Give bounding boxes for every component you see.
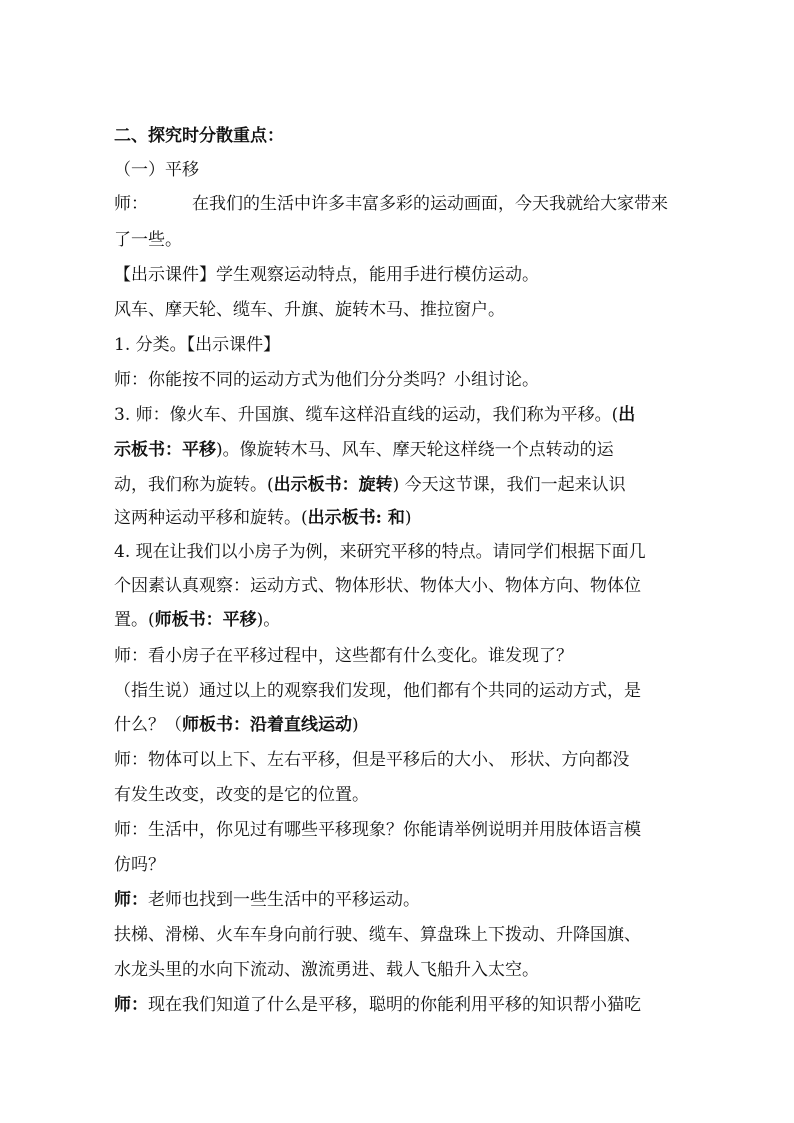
paragraph-teacher-found — [114, 889, 714, 911]
speaker-label: 师： — [114, 890, 148, 910]
paragraph-discuss: 师：你能按不同的运动方式为他们分分类吗？小组讨论。 — [114, 370, 539, 390]
paragraph-house-line1: 4. 现在让我们以小房子为例，来研究平移的特点。请同学们根据下面几 — [114, 542, 646, 562]
bold-text-run: 师板书：平移 — [154, 610, 257, 630]
paragraph-property-line2: 有发生改变，改变的是它的位置。 — [114, 785, 369, 805]
paragraph-list-line1: 扶梯、滑梯、火车车身向前行驶、缆车、算盘珠上下拨动、升降国旗、 — [114, 925, 641, 945]
text-run: )。像旋转木马、风车、摩天轮这样绕一个点转动的运 — [216, 440, 614, 460]
paragraph-translation-line2 — [114, 439, 714, 461]
speaker-label: 师： — [114, 194, 148, 214]
paragraph-life-line2: 仿吗？ — [114, 855, 165, 875]
paragraph-property-line1: 师：物体可以上下、左右平移，但是平移后的大小、 形状、方向都没 — [114, 750, 630, 770]
paragraph-classify — [114, 334, 714, 356]
intro-text: 在我们的生活中许多丰富多彩的运动画面，今天我就给大家带来 — [192, 194, 668, 214]
paragraph-house-line3 — [114, 609, 714, 631]
paragraph-translation-line4 — [114, 507, 714, 529]
text-run: 3. 师：像火车、升国旗、缆车这样沿直线的运动，我们称为平移。( — [114, 405, 619, 425]
bold-text-run: 出示板书：旋转 — [273, 475, 393, 495]
text-run: ) — [404, 508, 412, 528]
speaker-label: 师： — [114, 995, 148, 1015]
text-run: )。 — [256, 610, 281, 630]
courseware-text: 学生观察运动特点，能用手进行模仿运动。 — [216, 265, 539, 285]
text-run: ) 今天这节课，我们一起来认识 — [392, 475, 626, 495]
paragraph-list-line2: 水龙头里的水向下流动、激流勇进、载人飞船升入太空。 — [114, 960, 539, 980]
paragraph-final — [114, 994, 714, 1016]
paragraph-courseware — [114, 264, 714, 286]
paragraph-house-line2: 个因素认真观察：运动方式、物体形状、物体大小、物体方向、物体位 — [114, 576, 641, 596]
classify-bracket: 【出示课件】 — [186, 335, 281, 355]
bold-text-run: 出示板书: 和 — [307, 508, 405, 528]
subsection-heading: （一）平移 — [114, 160, 199, 180]
text-run: ) — [352, 715, 359, 735]
text-run: 这两种运动平移和旋转。( — [114, 508, 308, 528]
text-run: 什么？（ — [114, 715, 182, 735]
section-heading: 二、探究时分散重点： — [114, 126, 284, 146]
paragraph-intro-line2: 了一些。 — [114, 230, 182, 250]
paragraph-translation-line3 — [114, 474, 714, 496]
classify-text: 1. 分类。 — [114, 335, 187, 355]
courseware-bracket: 【出示课件】 — [114, 265, 216, 285]
bold-text-run: 出 — [618, 405, 636, 425]
paragraph-translation-line1 — [114, 404, 714, 426]
teacher-found-text: 老师也找到一些生活中的平移运动。 — [148, 890, 420, 910]
final-text: 现在我们知道了什么是平移，聪明的你能利用平移的知识帮小猫吃 — [148, 995, 641, 1015]
paragraph-examples: 风车、摩天轮、缆车、升旗、旋转木马、推拉窗户。 — [114, 300, 505, 320]
text-run: 置。( — [114, 610, 155, 630]
bold-text-run: 师板书：沿着直线运动 — [182, 715, 352, 735]
paragraph-life-line1: 师：生活中，你见过有哪些平移现象？你能请举例说明并用肢体语言模 — [114, 820, 641, 840]
paragraph-intro-line1 — [114, 193, 714, 215]
paragraph-conclusion-line2 — [114, 714, 714, 736]
paragraph-observe: 师：看小房子在平移过程中，这些都有什么变化。谁发现了？ — [114, 646, 573, 666]
bold-text-run: 示板书：平移 — [114, 440, 216, 460]
paragraph-conclusion-line1: （指生说）通过以上的观察我们发现，他们都有个共同的运动方式，是 — [114, 681, 641, 701]
text-run: 动，我们称为旋转。( — [114, 475, 274, 495]
